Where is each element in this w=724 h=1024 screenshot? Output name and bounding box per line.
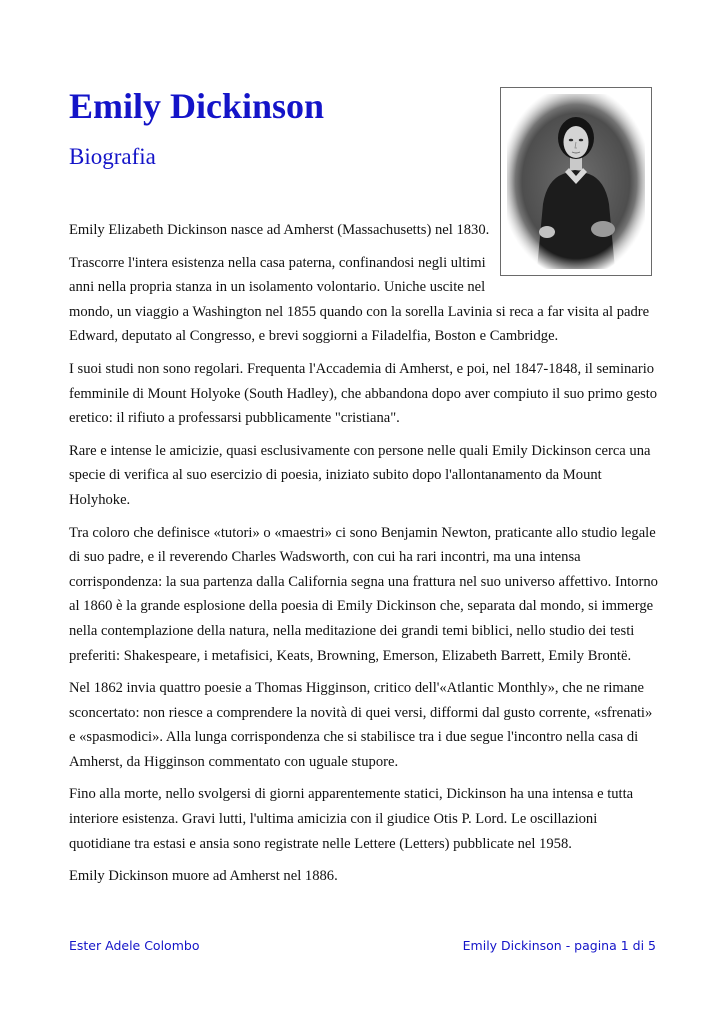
- paragraph: Fino alla morte, nello svolgersi di giorni apparentemente statici, Dickinson ha una intensa e tutta interiore esistenza. Gravi lutti, l'ultima amicizia con il giudice Otis P. Lord. Le oscillazioni quotidiane tra estasi e ansia sono registrate nelle Lettere (Letters) pubblicate nel 1958.: [69, 786, 634, 852]
- page-title: Emily Dickinson: [69, 86, 325, 126]
- footer-author: Ester Adele Colombo: [69, 938, 200, 953]
- paragraph: [69, 251, 659, 349]
- paragraph: Emily Elizabeth Dickinson nasce ad Amherst (Massachusetts) nel 1830.: [69, 222, 490, 238]
- footer-page-info: Emily Dickinson - pagina 1 di 5: [462, 938, 656, 953]
- paragraph: I suoi studi non sono regolari. Frequenta l'Accademia di Amherst, e poi, nel 1847-1848, il seminario femminile di Mount Holyoke (South Hadley), che abbandona dopo aver compiuto il suo primo gesto eretico: il rifiuto a professarsi pubblicamente "cristiana".: [69, 360, 658, 427]
- paragraph: Rare e intense le amicizie, quasi esclusivamente con persone nelle quali Emily Dickinson cerca una specie di verifica al suo esercizio di poesia, iniziato subito dopo l'allontanamento da Mount Holyhoke.: [69, 442, 651, 508]
- paragraph: Emily Dickinson muore ad Amherst nel 1886.: [69, 868, 338, 885]
- page-subtitle: Biografia: [69, 144, 156, 169]
- paragraph: Tra coloro che definisce «tutori» o «maestri» ci sono Benjamin Newton, praticante allo studio legale di suo padre, e il reverendo Charles Wadsworth, con cui ha rari incontri, ma una intensa corrispondenza: la sua partenza dalla California segna una frattura nel suo universo affettivo. Intorno al 1860 è la grande esplosione della poesia di Emily Dickinson che, separata dal mondo, si immerge nella contemplazione della natura, nella meditazione dei grandi temi biblici, nello studio dei testi preferiti: Shakespeare, i metafisici, Keats, Browning, Emerson, Elizabeth Barrett, Emily Brontë.: [69, 524, 658, 664]
- paragraph-text: [69, 251, 659, 345]
- biography-text: [69, 218, 659, 897]
- paragraph-text-rest: mondo, un viaggio a Washington nel 1855 quando con la sorella Lavinia si reca a far visita al padre Edward, deputato al Congresso, e brevi soggiorni a Filadelfia, Boston e Cambridge.: [69, 303, 650, 345]
- paragraph-text-wrapped: Trascorre l'intera esistenza nella casa paterna, confinandosi negli ultimi anni nella propria stanza in un isolamento volontario. Uniche uscite nel: [69, 254, 486, 296]
- paragraph: Nel 1862 invia quattro poesie a Thomas Higginson, critico dell'«Atlantic Monthly», che ne rimane sconcertato: non riesce a comprendere la novità di quei versi, difformi dal gusto corrente, «sfrenati» e «spasmodici». Alla lunga corrispondenza che si stabilisce tra i due segue l'incontro nella casa di Amherst, da Higginson commentato con uguale stupore.: [69, 680, 653, 770]
- page-footer: [69, 938, 656, 953]
